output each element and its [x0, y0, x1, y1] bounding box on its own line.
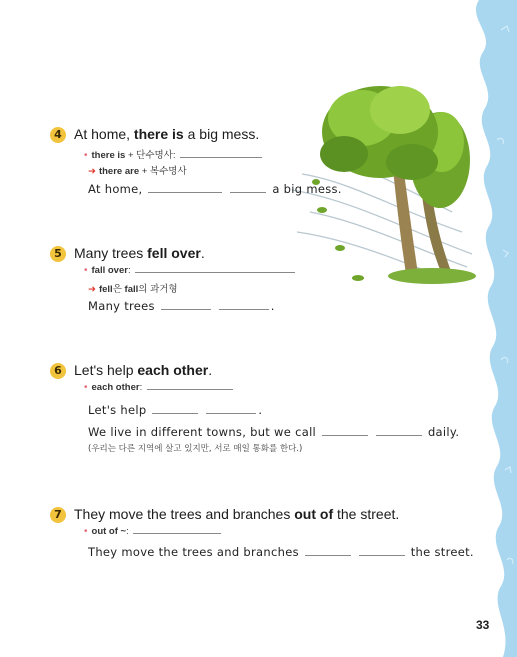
- arrow-icon: ➜: [88, 284, 96, 295]
- key-phrase: there is: [133, 126, 184, 142]
- item-sentence: They move the trees and branches out of the street.: [74, 506, 400, 522]
- bullet-icon: •: [84, 150, 88, 161]
- grammar-subnote: ➜ there are + 복수명사: [88, 166, 187, 177]
- grammar-note: • there is + 단수명사:: [84, 147, 264, 161]
- key-phrase: out of: [294, 506, 334, 522]
- grammar-note: • out of ~:: [84, 526, 223, 537]
- exercise-sentence-2: We live in different towns, but we call daily.: [88, 425, 460, 439]
- answer-blank[interactable]: [322, 434, 368, 436]
- korean-translation: (우리는 다른 지역에 살고 있지만, 서로 매일 통화를 한다.): [88, 444, 303, 454]
- answer-blank[interactable]: [359, 554, 405, 556]
- bullet-icon: •: [84, 382, 88, 393]
- item-number-badge: 5: [50, 246, 66, 262]
- answer-blank[interactable]: [206, 412, 256, 414]
- answer-blank[interactable]: [230, 191, 266, 193]
- exercise-sentence: Let's help .: [88, 403, 263, 417]
- windblown-tree-illustration: [292, 62, 482, 298]
- exercise-sentence: Many trees .: [88, 299, 275, 313]
- answer-blank[interactable]: [152, 412, 198, 414]
- meaning-blank[interactable]: [180, 156, 262, 158]
- meaning-blank[interactable]: [133, 532, 221, 534]
- bullet-icon: •: [84, 265, 88, 276]
- arrow-icon: ➜: [88, 166, 96, 177]
- item-sentence: At home, there is a big mess.: [74, 126, 260, 142]
- answer-blank[interactable]: [148, 191, 222, 193]
- grammar-note: • each other:: [84, 382, 235, 393]
- item-sentence: Many trees fell over.: [74, 245, 205, 261]
- item-number-badge: 6: [50, 363, 66, 379]
- page-number: 33: [476, 618, 490, 632]
- meaning-blank[interactable]: [135, 271, 295, 273]
- exercise-sentence: They move the trees and branches the street.: [88, 545, 474, 559]
- bullet-icon: •: [84, 526, 88, 537]
- key-phrase: each other: [137, 362, 209, 378]
- item-number-badge: 7: [50, 507, 66, 523]
- item-sentence: Let's help each other.: [74, 362, 213, 378]
- item-number-badge: 4: [50, 127, 66, 143]
- meaning-blank[interactable]: [147, 388, 233, 390]
- answer-blank[interactable]: [161, 308, 211, 310]
- answer-blank[interactable]: [376, 434, 422, 436]
- answer-blank[interactable]: [305, 554, 351, 556]
- grammar-subnote: ➜ fell은 fall의 과거형: [88, 284, 178, 295]
- key-phrase: fell over: [147, 245, 201, 261]
- grammar-note: • fall over:: [84, 265, 297, 276]
- exercise-sentence: At home, a big mess.: [88, 182, 342, 196]
- answer-blank[interactable]: [219, 308, 269, 310]
